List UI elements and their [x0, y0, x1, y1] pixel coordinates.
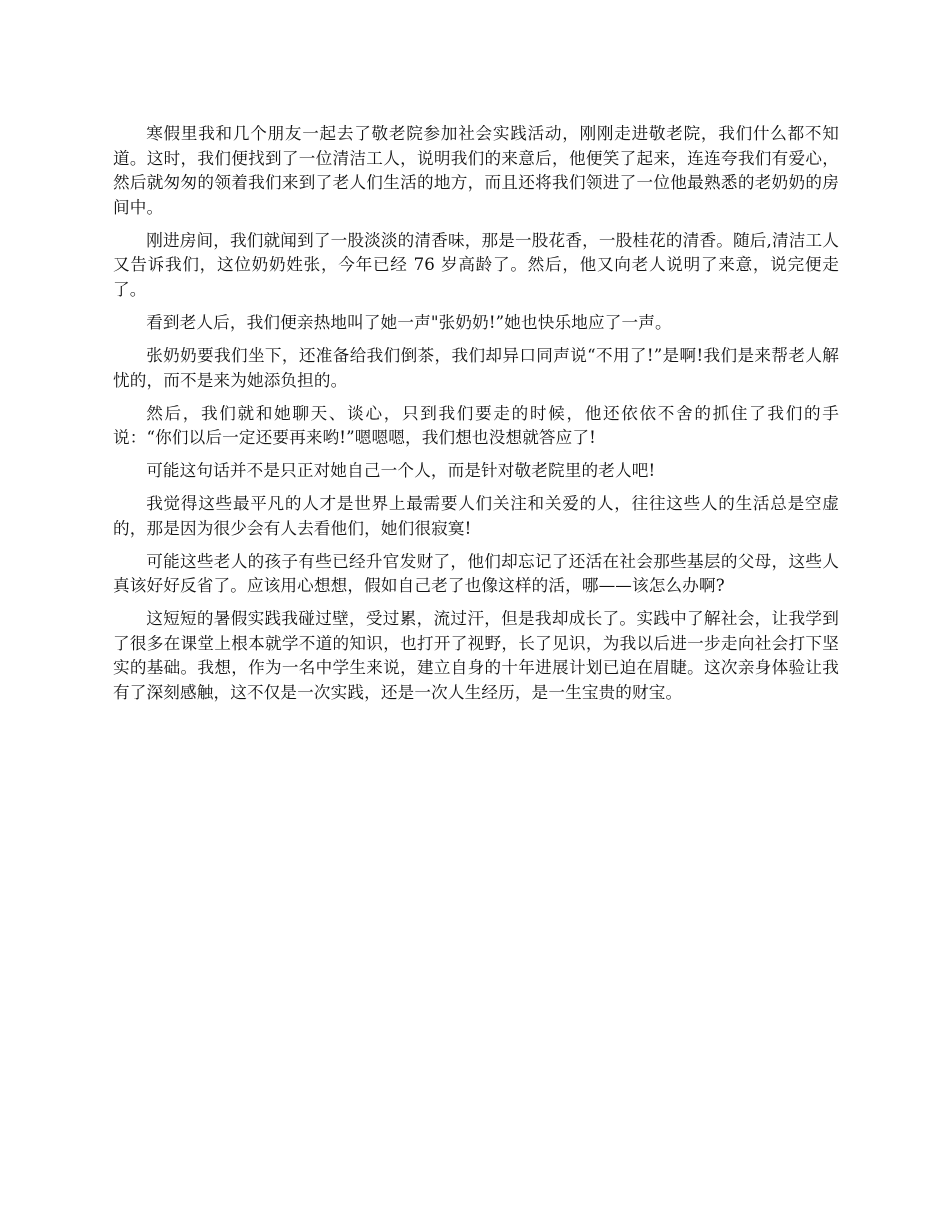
paragraph: 张奶奶要我们坐下，还准备给我们倒茶，我们却异口同声说“不用了!”是啊!我们是来帮老人解忧的，而不是来为她添负担的。: [113, 345, 839, 390]
paragraph: 刚进房间，我们就闻到了一股淡淡的清香味，那是一股花香，一股桂花的清香。随后,清洁工人又告诉我们，这位奶奶姓张，今年已经 76 岁高龄了。然后，他又向老人说明了来意，说完便走了。: [113, 230, 839, 299]
paragraph: 我觉得这些最平凡的人才是世界上最需要人们关注和关爱的人，往往这些人的生活总是空虚的，那是因为很少会有人去看他们，她们很寂寞!: [113, 494, 839, 538]
paragraph: 可能这些老人的孩子有些已经升官发财了，他们却忘记了还活在社会那些基层的父母，这些人真该好好反省了。应该用心想想，假如自己老了也像这样的活，哪——该怎么办啊?: [113, 551, 839, 596]
paragraph: 然后，我们就和她聊天、谈心，只到我们要走的时候，他还依依不舍的抓住了我们的手说：“你们以后一定还要再来哟!”嗯嗯嗯，我们想也没想就答应了!: [113, 403, 839, 448]
document-body: [113, 122, 839, 714]
paragraph: 看到老人后，我们便亲热地叫了她一声"张奶奶!”她也快乐地应了一声。: [146, 312, 672, 332]
paragraph: 这短短的暑假实践我碰过壁，受过累，流过汗，但是我却成长了。实践中了解社会，让我学到了很多在课堂上根本就学不道的知识，也打开了视野，长了见识，为我以后进一步走向社会打下坚实的基础。我想，作为一名中学生来说，建立自身的十年进展计划已迫在眉睫。这次亲身体验让我有了深刻感触，这不仅是一次实践，还是一次人生经历，是一生宝贵的财宝。: [113, 609, 839, 702]
paragraph: 可能这句话并不是只正对她自己一个人，而是针对敬老院里的老人吧!: [146, 461, 656, 481]
paragraph: 寒假里我和几个朋友一起去了敬老院参加社会实践活动，刚刚走进敬老院，我们什么都不知道。这时，我们便找到了一位清洁工人，说明我们的来意后，他便笑了起来，连连夸我们有爱心，然后就匆匆的领着我们来到了老人们生活的地方，而且还将我们领进了一位他最熟悉的老奶奶的房间中。: [113, 124, 839, 217]
